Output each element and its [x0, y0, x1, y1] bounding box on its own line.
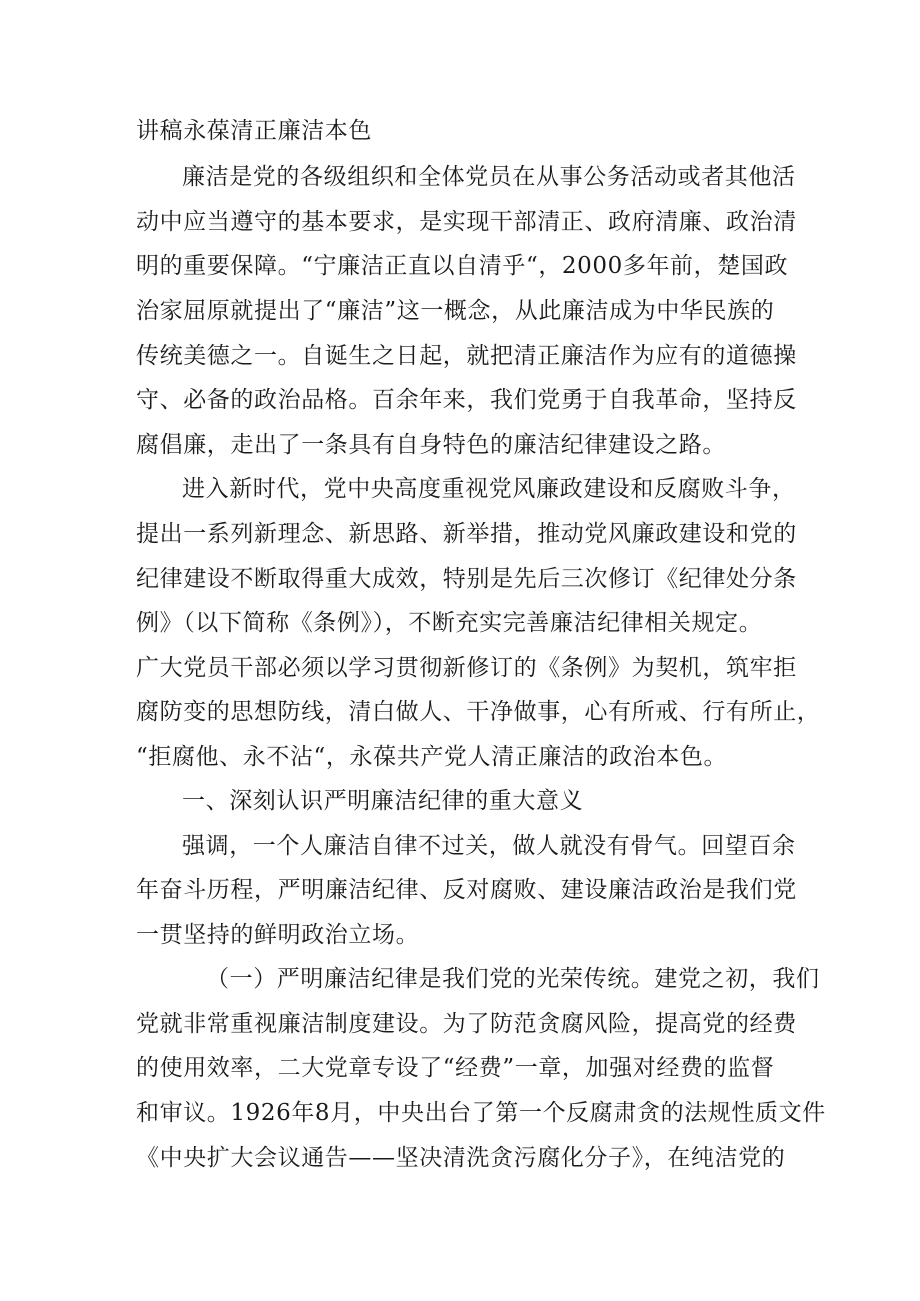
- paragraph-line: 明的重要保障。“宁廉洁正直以自清乎“，2000多年前，楚国政: [136, 253, 789, 279]
- paragraph-line: 例》（以下简称《条例》），不断充实完善廉洁纪律相关规定。: [136, 610, 763, 636]
- paragraph-line: 传统美德之一。自诞生之日起，就把清正廉洁作为应有的道德操: [136, 343, 797, 369]
- paragraph-line: 和审议。1926年8月，中央出台了第一个反腐肃贪的法规性质文件: [136, 1100, 826, 1126]
- paragraph-line: 《中央扩大会议通告——坚决清洗贪污腐化分子》，在纯洁党的: [136, 1145, 786, 1171]
- paragraph-line: （一）严明廉洁纪律是我们党的光荣传统。建党之初，我们: [206, 966, 820, 992]
- section-heading: 一、深刻认识严明廉洁纪律的重大意义: [182, 788, 584, 814]
- paragraph-line: 强调，一个人廉洁自律不过关，做人就没有骨气。回望百余: [182, 833, 796, 859]
- paragraph-line: 动中应当遵守的基本要求，是实现干部清正、政府清廉、政治清: [136, 209, 797, 235]
- paragraph-line: 的使用效率，二大党章专设了“经费”一章，加强对经费的监督: [136, 1055, 775, 1081]
- paragraph-line: 广大党员干部必须以学习贯彻新修订的《条例》为契机，筑牢拒: [136, 655, 797, 681]
- paragraph-line: 进入新时代，党中央高度重视党风廉政建设和反腐败斗争，: [182, 476, 796, 502]
- paragraph-line: 腐倡廉，走出了一条具有自身特色的廉洁纪律建设之路。: [136, 432, 726, 458]
- paragraph-line: “拒腐他、永不沾“，永葆共产党人清正廉洁的政治本色。: [136, 744, 728, 770]
- document-title: 讲稿永葆清正廉洁本色: [136, 118, 372, 144]
- paragraph-line: 一贯坚持的鲜明政治立场。: [136, 922, 420, 948]
- paragraph-line: 党就非常重视廉洁制度建设。为了防范贪腐风险，提高党的经费: [136, 1011, 797, 1037]
- paragraph-line: 纪律建设不断取得重大成效，特别是先后三次修订《纪律处分条: [136, 566, 797, 592]
- paragraph-line: 守、必备的政治品格。百余年来，我们党勇于自我革命，坚持反: [136, 387, 797, 413]
- paragraph-line: 腐防变的思想防线，清白做人、干净做事，心有所戒、行有所止，: [136, 699, 821, 725]
- paragraph-line: 年奋斗历程，严明廉洁纪律、反对腐败、建设廉洁政治是我们党: [136, 877, 797, 903]
- paragraph-line: 廉洁是党的各级组织和全体党员在从事公务活动或者其他活: [182, 164, 796, 190]
- paragraph-line: 治家屈原就提出了“廉洁”这一概念，从此廉洁成为中华民族的: [136, 298, 775, 324]
- paragraph-line: 提出一系列新理念、新思路、新举措，推动党风廉政建设和党的: [136, 521, 797, 547]
